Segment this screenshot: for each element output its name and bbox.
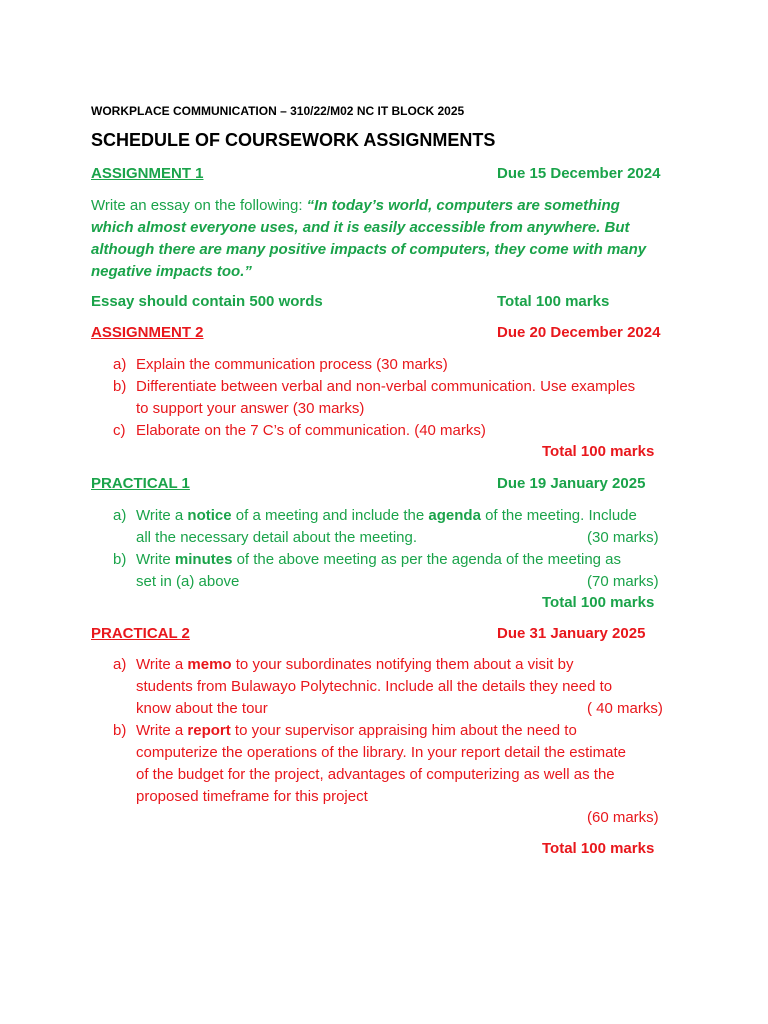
practical2-b-label: b) — [113, 722, 127, 739]
page-title: SCHEDULE OF COURSEWORK ASSIGNMENTS — [91, 130, 496, 150]
assignment1-prompt-line1 — [91, 195, 620, 217]
practical1-b-marks: (70 marks) — [587, 573, 659, 590]
assignment2-due: Due 20 December 2024 — [497, 324, 661, 341]
practical1-a-line2: all the necessary detail about the meeting. — [136, 529, 418, 546]
assignment1-quote-line1: “In today’s world, computers are something — [306, 197, 620, 214]
practical2-b-line4: proposed timeframe for this project — [136, 788, 368, 805]
assignment1-quote-line4: negative impacts too.” — [91, 263, 252, 280]
practical1-total: Total 100 marks — [542, 594, 655, 611]
practical2-a-post: to your subordinates notifying them about a visit by — [231, 656, 574, 673]
practical2-due: Due 31 January 2025 — [497, 625, 646, 642]
practical1-a-post: of the meeting. Include — [480, 507, 637, 524]
practical2-a-line1 — [136, 654, 573, 676]
assignment2-a-label: a) — [113, 356, 127, 373]
practical2-a-pre: Write a — [136, 656, 188, 673]
practical2-b-line3: of the budget for the project, advantages of computerizing as well as the — [136, 766, 615, 783]
practical2-b-pre: Write a — [136, 722, 188, 739]
practical2-b-line1 — [136, 720, 577, 742]
practical1-b-post: of the above meeting as per the agenda of the meeting as — [232, 551, 622, 568]
assignment1-total: Total 100 marks — [497, 293, 610, 310]
assignment2-b-line2: to support your answer (30 marks) — [136, 400, 365, 417]
practical2-b-marks: (60 marks) — [587, 809, 659, 826]
assignment2-b-line1: Differentiate between verbal and non-verbal communication. Use examples — [136, 378, 636, 395]
practical1-a-pre: Write a — [136, 507, 188, 524]
assignment1-due: Due 15 December 2024 — [497, 165, 661, 182]
practical1-a-mid: of a meeting and include the — [231, 507, 429, 524]
assignment2-total: Total 100 marks — [542, 443, 655, 460]
practical2-b-post: to your supervisor appraising him about the need to — [230, 722, 577, 739]
assignment1-quote-line3: although there are many positive impacts of computers, they come with many — [91, 241, 647, 258]
practical1-a-keyword-agenda: agenda — [428, 507, 481, 524]
practical2-b-keyword-report: report — [187, 722, 231, 739]
practical2-a-label: a) — [113, 656, 127, 673]
practical2-heading: PRACTICAL 2 — [91, 625, 190, 642]
practical1-b-label: b) — [113, 551, 127, 568]
assignment2-a-text: Explain the communication process (30 marks) — [136, 356, 448, 373]
practical1-b-pre: Write — [136, 551, 175, 568]
practical2-b-line2: computerize the operations of the library. In your report detail the estimate — [136, 744, 626, 761]
assignment1-heading: ASSIGNMENT 1 — [91, 165, 204, 182]
assignment2-b-label: b) — [113, 378, 127, 395]
practical1-a-marks: (30 marks) — [587, 529, 659, 546]
assignment1-quote-line2: which almost everyone uses, and it is easily accessible from anywhere. But — [91, 219, 630, 236]
practical1-a-label: a) — [113, 507, 127, 524]
practical2-a-line2: students from Bulawayo Polytechnic. Include all the details they need to — [136, 678, 613, 695]
practical2-a-marks: ( 40 marks) — [587, 700, 663, 717]
assignment2-c-text: Elaborate on the 7 C’s of communication. (40 marks) — [136, 422, 486, 439]
assignment1-intro: Write an essay on the following: — [91, 197, 307, 214]
practical2-a-keyword-memo: memo — [187, 656, 232, 673]
practical2-a-line3: know about the tour — [136, 700, 268, 717]
practical2-total: Total 100 marks — [542, 840, 655, 857]
practical1-heading: PRACTICAL 1 — [91, 475, 190, 492]
practical1-b-line2: set in (a) above — [136, 573, 240, 590]
assignment1-words: Essay should contain 500 words — [91, 293, 323, 310]
practical1-a-line1 — [136, 505, 637, 527]
practical1-b-line1 — [136, 549, 621, 571]
practical1-a-keyword-notice: notice — [187, 507, 232, 524]
assignment2-heading: ASSIGNMENT 2 — [91, 324, 204, 341]
assignment2-c-label: c) — [113, 422, 126, 439]
practical1-b-keyword-minutes: minutes — [174, 551, 233, 568]
course-line: WORKPLACE COMMUNICATION – 310/22/M02 NC IT BLOCK 2025 — [91, 104, 465, 118]
practical1-due: Due 19 January 2025 — [497, 475, 646, 492]
